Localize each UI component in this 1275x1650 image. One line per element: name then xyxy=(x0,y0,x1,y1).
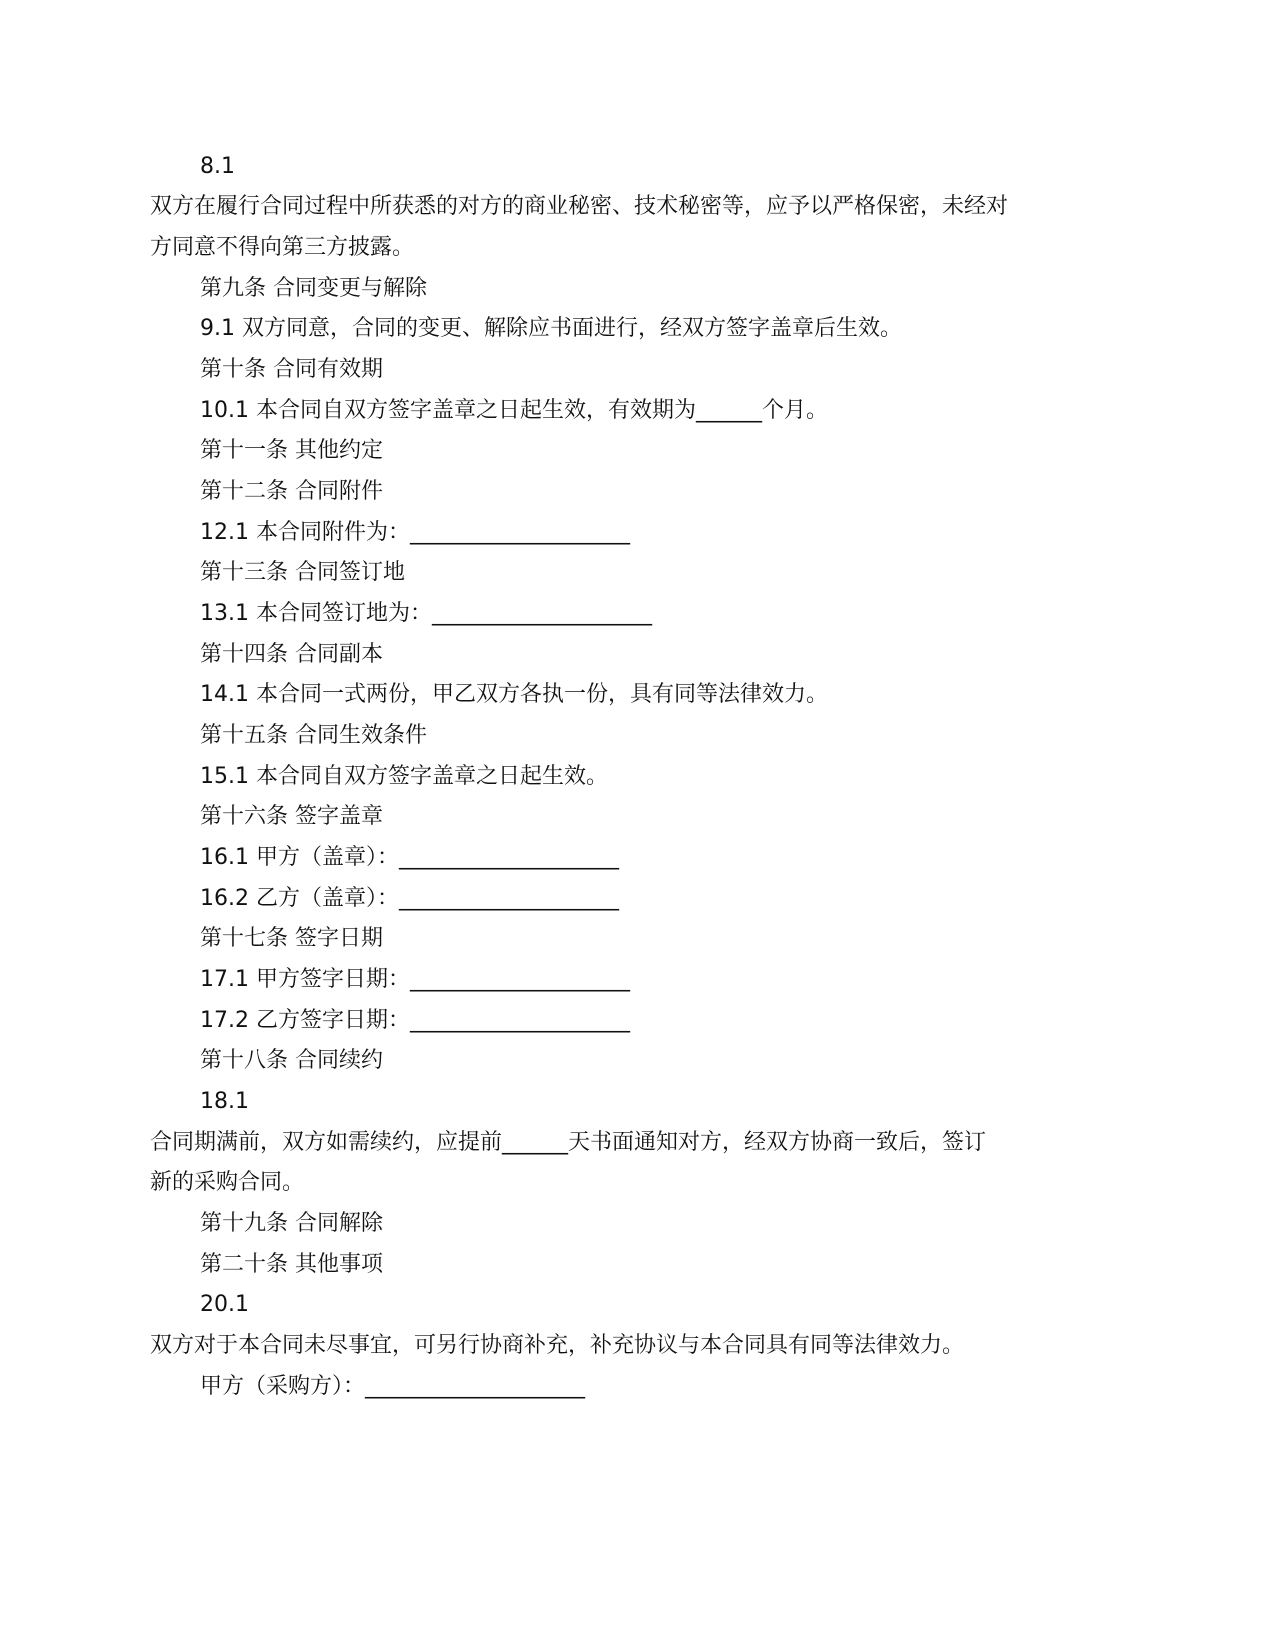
clause-17-2: 17.2 乙方签字日期：____________________ xyxy=(200,1008,630,1033)
clause-18-1-number: 18.1 xyxy=(200,1089,249,1114)
clause-8-1-number: 8.1 xyxy=(200,154,235,179)
article-13-heading: 第十三条 合同签订地 xyxy=(200,560,405,585)
article-20-heading: 第二十条 其他事项 xyxy=(200,1252,383,1277)
clause-9-1: 9.1 双方同意，合同的变更、解除应书面进行，经双方签字盖章后生效。 xyxy=(200,316,902,341)
article-17-heading: 第十七条 签字日期 xyxy=(200,926,383,951)
party-a-signature-line: 甲方（采购方）：____________________ xyxy=(200,1374,586,1399)
clause-10-1: 10.1 本合同自双方签字盖章之日起生效，有效期为______个月。 xyxy=(200,398,828,423)
clause-18-1-text-line-1: 合同期满前，双方如需续约，应提前______天书面通知对方，经双方协商一致后，签订 xyxy=(150,1130,987,1155)
clause-20-1-number: 20.1 xyxy=(200,1292,249,1317)
clause-20-1-text: 双方对于本合同未尽事宜，可另行协商补充，补充协议与本合同具有同等法律效力。 xyxy=(150,1333,965,1358)
clause-15-1: 15.1 本合同自双方签字盖章之日起生效。 xyxy=(200,764,608,789)
article-16-heading: 第十六条 签字盖章 xyxy=(200,804,383,829)
article-14-heading: 第十四条 合同副本 xyxy=(200,642,383,667)
article-9-heading: 第九条 合同变更与解除 xyxy=(200,276,427,301)
article-12-heading: 第十二条 合同附件 xyxy=(200,479,383,504)
clause-8-1-text-line-2: 方同意不得向第三方披露。 xyxy=(150,235,415,260)
article-11-heading: 第十一条 其他约定 xyxy=(200,438,383,463)
clause-17-1: 17.1 甲方签字日期：____________________ xyxy=(200,967,630,992)
clause-13-1: 13.1 本合同签订地为：____________________ xyxy=(200,601,652,626)
article-18-heading: 第十八条 合同续约 xyxy=(200,1048,383,1073)
clause-8-1-text-line-1: 双方在履行合同过程中所获悉的对方的商业秘密、技术秘密等，应予以严格保密，未经对 xyxy=(150,194,1009,219)
article-10-heading: 第十条 合同有效期 xyxy=(200,357,383,382)
clause-16-2: 16.2 乙方（盖章）：____________________ xyxy=(200,886,619,911)
article-15-heading: 第十五条 合同生效条件 xyxy=(200,723,427,748)
article-19-heading: 第十九条 合同解除 xyxy=(200,1211,383,1236)
clause-12-1: 12.1 本合同附件为：____________________ xyxy=(200,520,630,545)
clause-16-1: 16.1 甲方（盖章）：____________________ xyxy=(200,845,619,870)
clause-14-1: 14.1 本合同一式两份，甲乙双方各执一份，具有同等法律效力。 xyxy=(200,682,828,707)
clause-18-1-text-line-2: 新的采购合同。 xyxy=(150,1170,305,1195)
